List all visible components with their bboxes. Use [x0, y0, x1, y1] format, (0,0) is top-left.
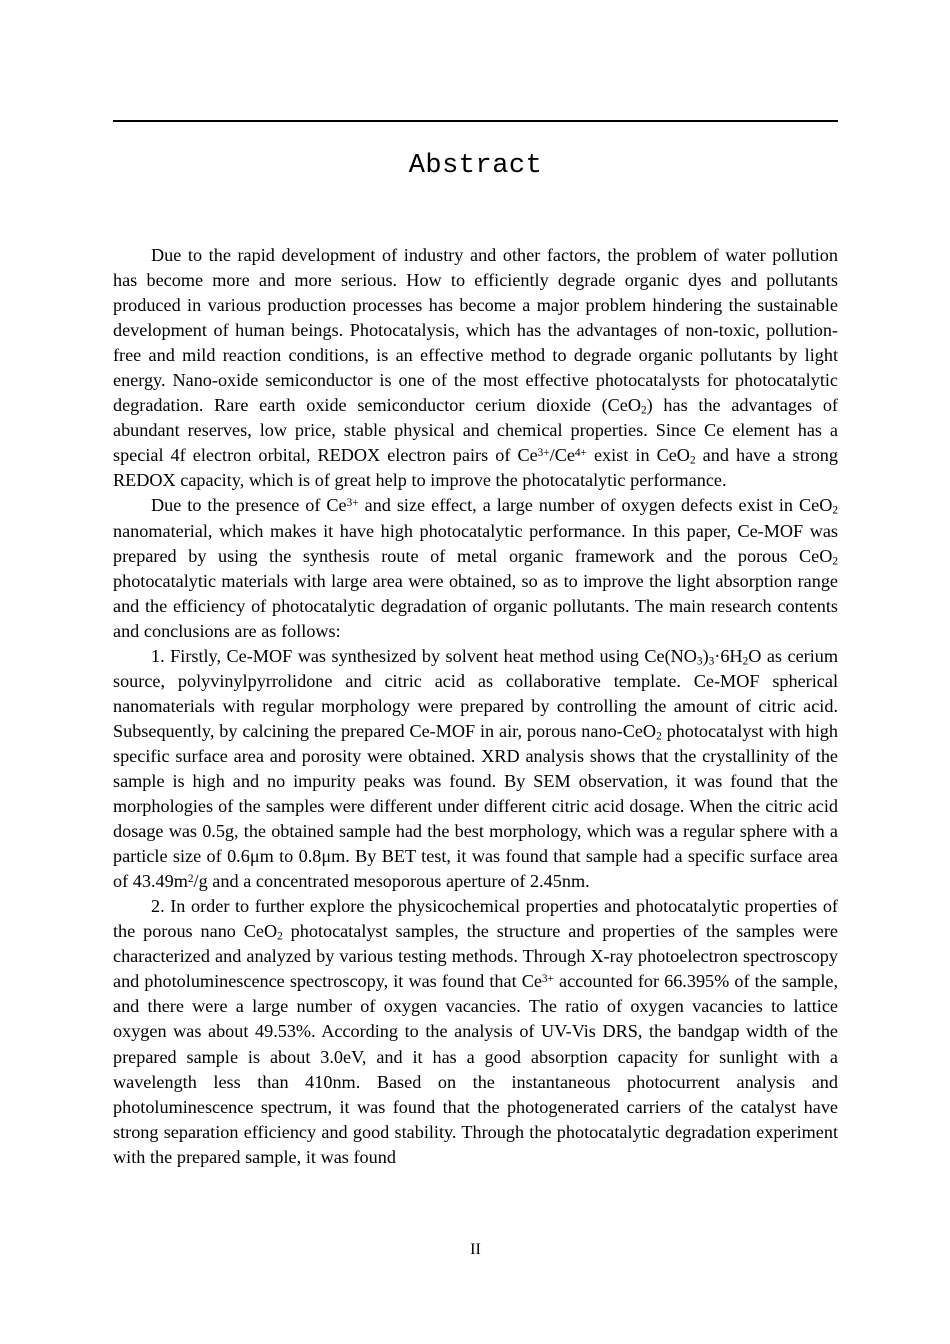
paragraph-4: 2. In order to further explore the physicochemical properties and photocatalytic properties of the porous nano CeO$_2$ photocatalyst samples, the structure and properties of the samples were characterized and analyzed by various testing methods. Through X-ray photoelectron spectroscopy and photoluminescence spectroscopy, it was found that $Ce^{3+}$ accounted for 66.395% of the sample, and there were a large number of oxygen vacancies. The ratio of oxygen vacancies to lattice oxygen was about 49.53%. According to the analysis of UV-Vis DRS, the bandgap width of the prepared sample is about 3.0eV, and it has a good absorption capacity for sunlight with a wavelength less than 410nm. Based on the instantaneous photocurrent analysis and photoluminescence spectrum, it was found that the photogenerated carriers of the catalyst have strong separation efficiency and good stability. Through the photocatalytic degradation experiment with the prepared sample, it was found: [113, 896, 838, 1167]
page-title: Abstract: [408, 151, 543, 181]
paragraph-1: Due to the rapid development of industry and other factors, the problem of water pollution has become more and more serious. How to efficiently degrade organic dyes and pollutants produced in various production processes has become a major problem hindering the sustainable development of human beings. Photocatalysis, which has the advantages of non-toxic, pollution-free and mild reaction conditions, is an effective method to degrade organic pollutants by light energy. Nano-oxide semiconductor is one of the most effective photocatalysts for photocatalytic degradation. Rare earth oxide semiconductor cerium dioxide (CeO$_2$) has the advantages of abundant reserves, low price, stable physical and chemical properties. Since Ce element has a special 4f electron orbital, REDOX electron pairs of $Ce^{3+}/Ce^{4+}$ exist in CeO$_2$ and have a strong REDOX capacity, which is of great help to improve the photocatalytic performance.: [113, 245, 838, 491]
paragraph-3: 1. Firstly, Ce-MOF was synthesized by solvent heat method using $Ce(NO_3)_3\cdot 6H_2O$ as cerium source, polyvinylpyrrolidone and citric acid as collaborative template. Ce-MOF spherical nanomaterials with regular morphology were prepared by controlling the amount of citric acid. Subsequently, by calcining the prepared Ce-MOF in air, porous nano-CeO$_2$ photocatalyst with high specific surface area and porosity were obtained. XRD analysis shows that the crystallinity of the sample is high and no impurity peaks was found. By SEM observation, it was found that the morphologies of the samples were different under different citric acid dosage. When the citric acid dosage was 0.5g, the obtained sample had the best morphology, which was a regular sphere with a particle size of 0.6μm to 0.8μm. By BET test, it was found that sample had a specific surface area of $43.49m^2/g$ and a concentrated mesoporous aperture of 2.45nm.: [113, 645, 838, 892]
abstract-body: [113, 243, 838, 1170]
header-rule: [113, 120, 838, 122]
paragraph-2: Due to the presence of $Ce^{3+}$ and size effect, a large number of oxygen defects exist in CeO$_2$ nanomaterial, which makes it have high photocatalytic performance. In this paper, Ce-MOF was prepared by using the synthesis route of metal organic framework and the porous CeO$_2$ photocatalytic materials with large area were obtained, so as to improve the light absorption range and the efficiency of photocatalytic degradation of organic pollutants. The main research contents and conclusions are as follows:: [113, 495, 838, 641]
page-number: II: [470, 1241, 481, 1258]
